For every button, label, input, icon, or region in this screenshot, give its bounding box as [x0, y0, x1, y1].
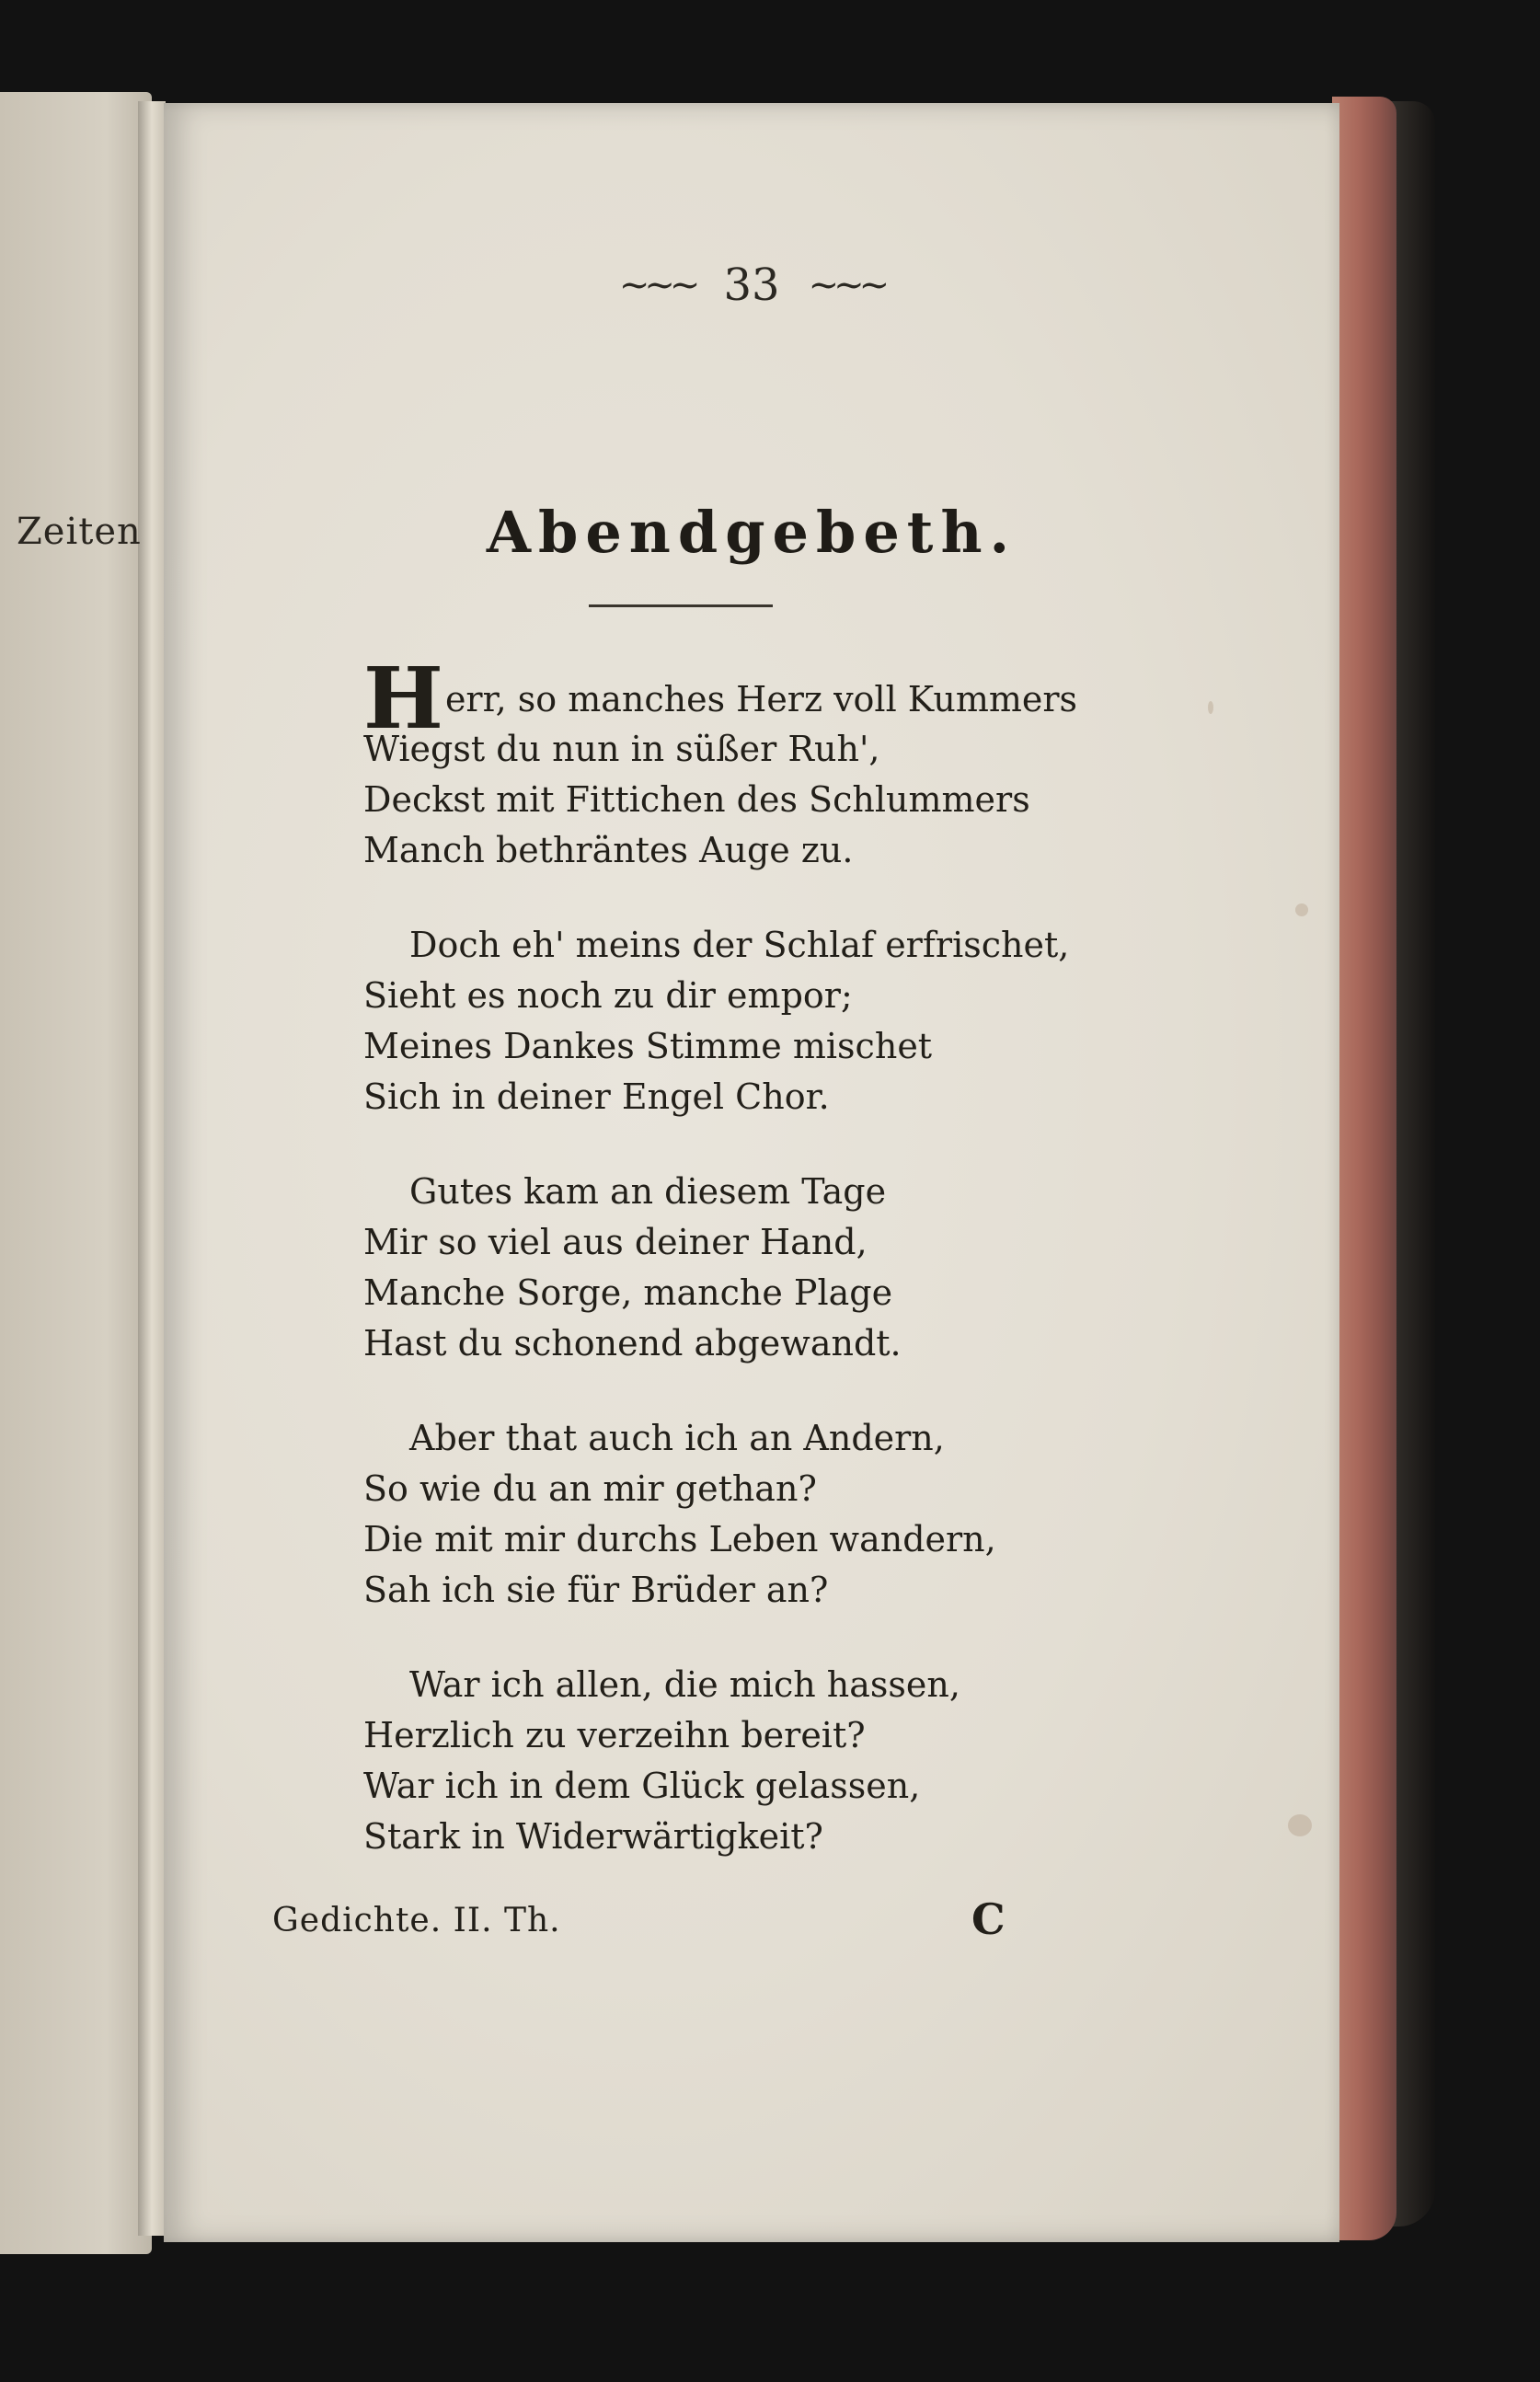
stanza: [363, 649, 1283, 876]
stanza: [363, 1413, 1283, 1616]
poem-title: Abendgebeth.: [486, 499, 1017, 566]
poem-line: War ich allen, die mich hassen,: [409, 1664, 960, 1705]
poem-line: Wiegst du nun in süßer Ruh',: [363, 729, 880, 769]
stanza: [363, 1660, 1283, 1862]
poem-line: So wie du an mir gethan?: [363, 1468, 817, 1509]
poem-line: Manch bethräntes Auge zu.: [363, 830, 854, 870]
title-rule: [589, 604, 773, 607]
poem-body: [363, 649, 1283, 1906]
facing-page-text: Zeiten: [17, 511, 142, 553]
header-ornament-right: ~~~: [808, 264, 885, 306]
poem-line: Stark in Widerwärtigkeit?: [363, 1816, 823, 1857]
running-header: [164, 259, 1339, 311]
poem-line: Meines Dankes Stimme mischet: [363, 1026, 933, 1066]
poem-line: Sich in deiner Engel Chor.: [363, 1076, 830, 1117]
poem-line: Mir so viel aus deiner Hand,: [363, 1222, 868, 1262]
header-ornament-left: ~~~: [618, 264, 695, 306]
stanza: [363, 1167, 1283, 1369]
poem-line: Hast du schonend abgewandt.: [363, 1323, 902, 1364]
poem-line: Aber that auch ich an Andern,: [409, 1418, 945, 1458]
poem-line: Manche Sorge, manche Plage: [363, 1272, 893, 1313]
signature-line: Gedichte. II. Th.: [272, 1902, 561, 1939]
stanza: [363, 920, 1283, 1122]
page-block-edge: [1332, 97, 1396, 2240]
page: [164, 103, 1339, 2242]
poem-line: Doch eh' meins der Schlaf erfrischet,: [409, 925, 1070, 965]
signature-mark: C: [971, 1894, 1006, 1944]
poem-line-text: err, so manches Herz voll Kummers: [444, 679, 1078, 719]
foxing-spot: [1288, 1814, 1312, 1836]
facing-page: [0, 92, 152, 2254]
page-number: 33: [723, 259, 780, 311]
poem-line: Die mit mir durchs Leben wandern,: [363, 1519, 996, 1559]
poem-line: Sah ich sie für Brüder an?: [363, 1570, 829, 1610]
drop-cap: H: [363, 649, 443, 748]
poem-line: War ich in dem Glück gelassen,: [363, 1766, 921, 1806]
page-footer: [272, 1894, 1192, 1957]
foxing-spot: [1295, 903, 1308, 916]
poem-line: [363, 649, 1283, 748]
poem-line: Herzlich zu verzeihn bereit?: [363, 1715, 866, 1755]
poem-line: Sieht es noch zu dir empor;: [363, 975, 853, 1016]
poem-line: Deckst mit Fittichen des Schlummers: [363, 779, 1030, 820]
gutter: [138, 101, 166, 2236]
poem-line: Gutes kam an diesem Tage: [409, 1171, 887, 1212]
